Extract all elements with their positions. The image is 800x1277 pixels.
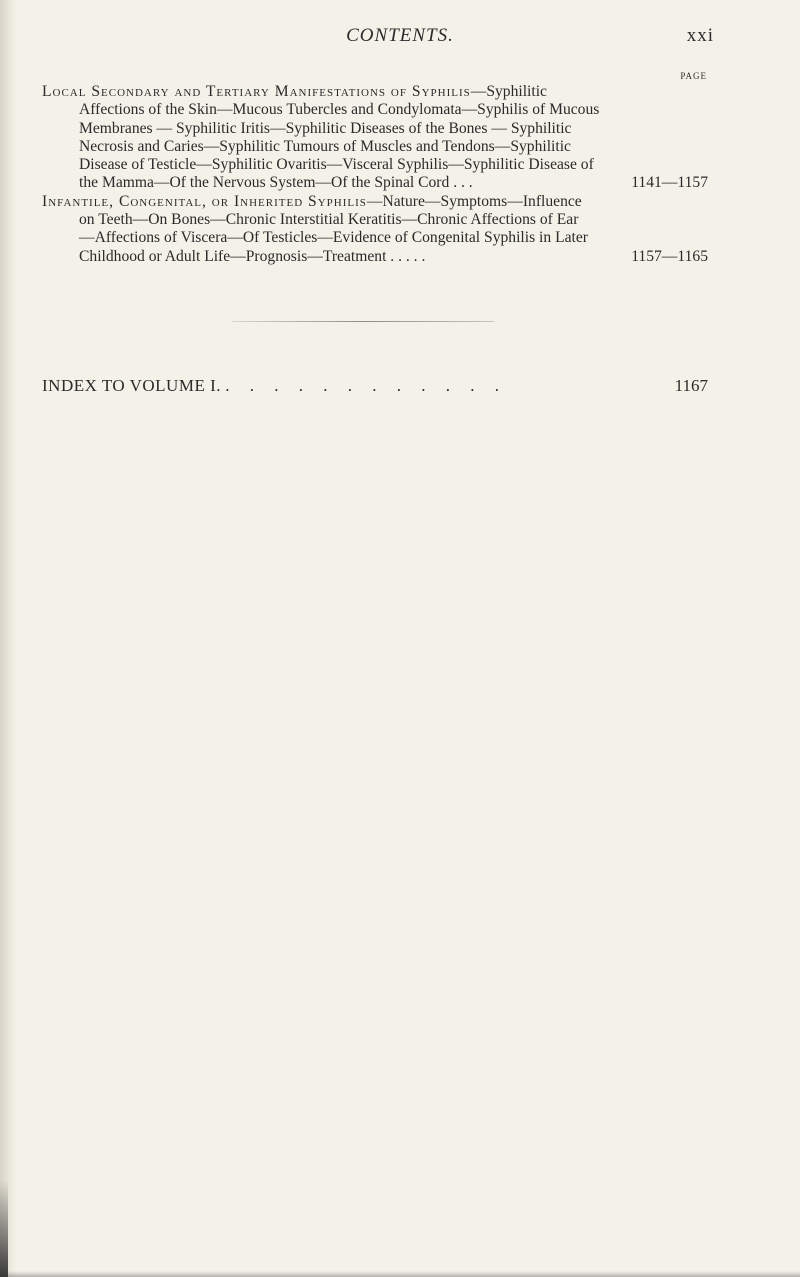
entry-line — [42, 83, 708, 101]
entry-line: Membranes — Syphilitic Iritis—Syphilitic Diseases of the Bones — Syphilitic — [79, 119, 572, 137]
entry-text: —Syphilitic — [470, 83, 547, 100]
index-page-number: 1167 — [674, 376, 708, 395]
entry-text: Childhood or Adult Life—Prognosis—Treatment . . . . . — [79, 247, 426, 265]
entry-text: —Nature—Symptoms—Influence — [366, 192, 582, 210]
entry-page-range: 1141—1157 — [631, 174, 708, 192]
index-leader-dots: . . . . . . . . . . . . — [225, 376, 507, 395]
contents-entries — [42, 83, 708, 266]
running-head — [0, 25, 800, 55]
contents-entry-infantile-syphilis — [42, 193, 708, 266]
page-binding-dark-corner — [0, 1180, 8, 1277]
entry-page-range: 1157—1165 — [631, 247, 708, 265]
page-column-label: PAGE — [680, 71, 707, 81]
section-divider — [232, 321, 494, 322]
contents-entry-syphilis-manifestations — [42, 83, 708, 193]
running-title: CONTENTS. — [346, 25, 454, 46]
index-entry — [42, 376, 708, 396]
entry-line-last — [42, 174, 708, 192]
entry-line: Necrosis and Caries—Syphilitic Tumours of Muscles and Tendons—Syphilitic — [79, 137, 571, 155]
entry-line: Disease of Testicle—Syphilitic Ovaritis—Visceral Syphilis—Syphilitic Disease of — [79, 156, 594, 174]
entry-line-last — [42, 248, 708, 266]
entry-line — [42, 193, 708, 211]
page-folio: xxi — [686, 25, 714, 46]
entry-text: the Mamma—Of the Nervous System—Of the Spinal Cord . . . — [79, 174, 473, 192]
index-title: INDEX TO VOLUME I. — [42, 376, 221, 395]
entry-heading: Infantile, Congenital, or Inherited Syphilis — [42, 192, 367, 210]
entry-line: —Affections of Viscera—Of Testicles—Evidence of Congenital Syphilis in Later — [79, 229, 588, 247]
entry-line: Affections of the Skin—Mucous Tubercles and Condylomata—Syphilis of Mucous — [79, 101, 600, 119]
entry-line: on Teeth—On Bones—Chronic Interstitial Keratitis—Chronic Affections of Ear — [79, 211, 579, 229]
page-binding-shadow — [0, 0, 16, 1277]
entry-heading: Local Secondary and Tertiary Manifestations of Syphilis — [42, 83, 471, 100]
page-bottom-edge — [0, 1271, 800, 1277]
